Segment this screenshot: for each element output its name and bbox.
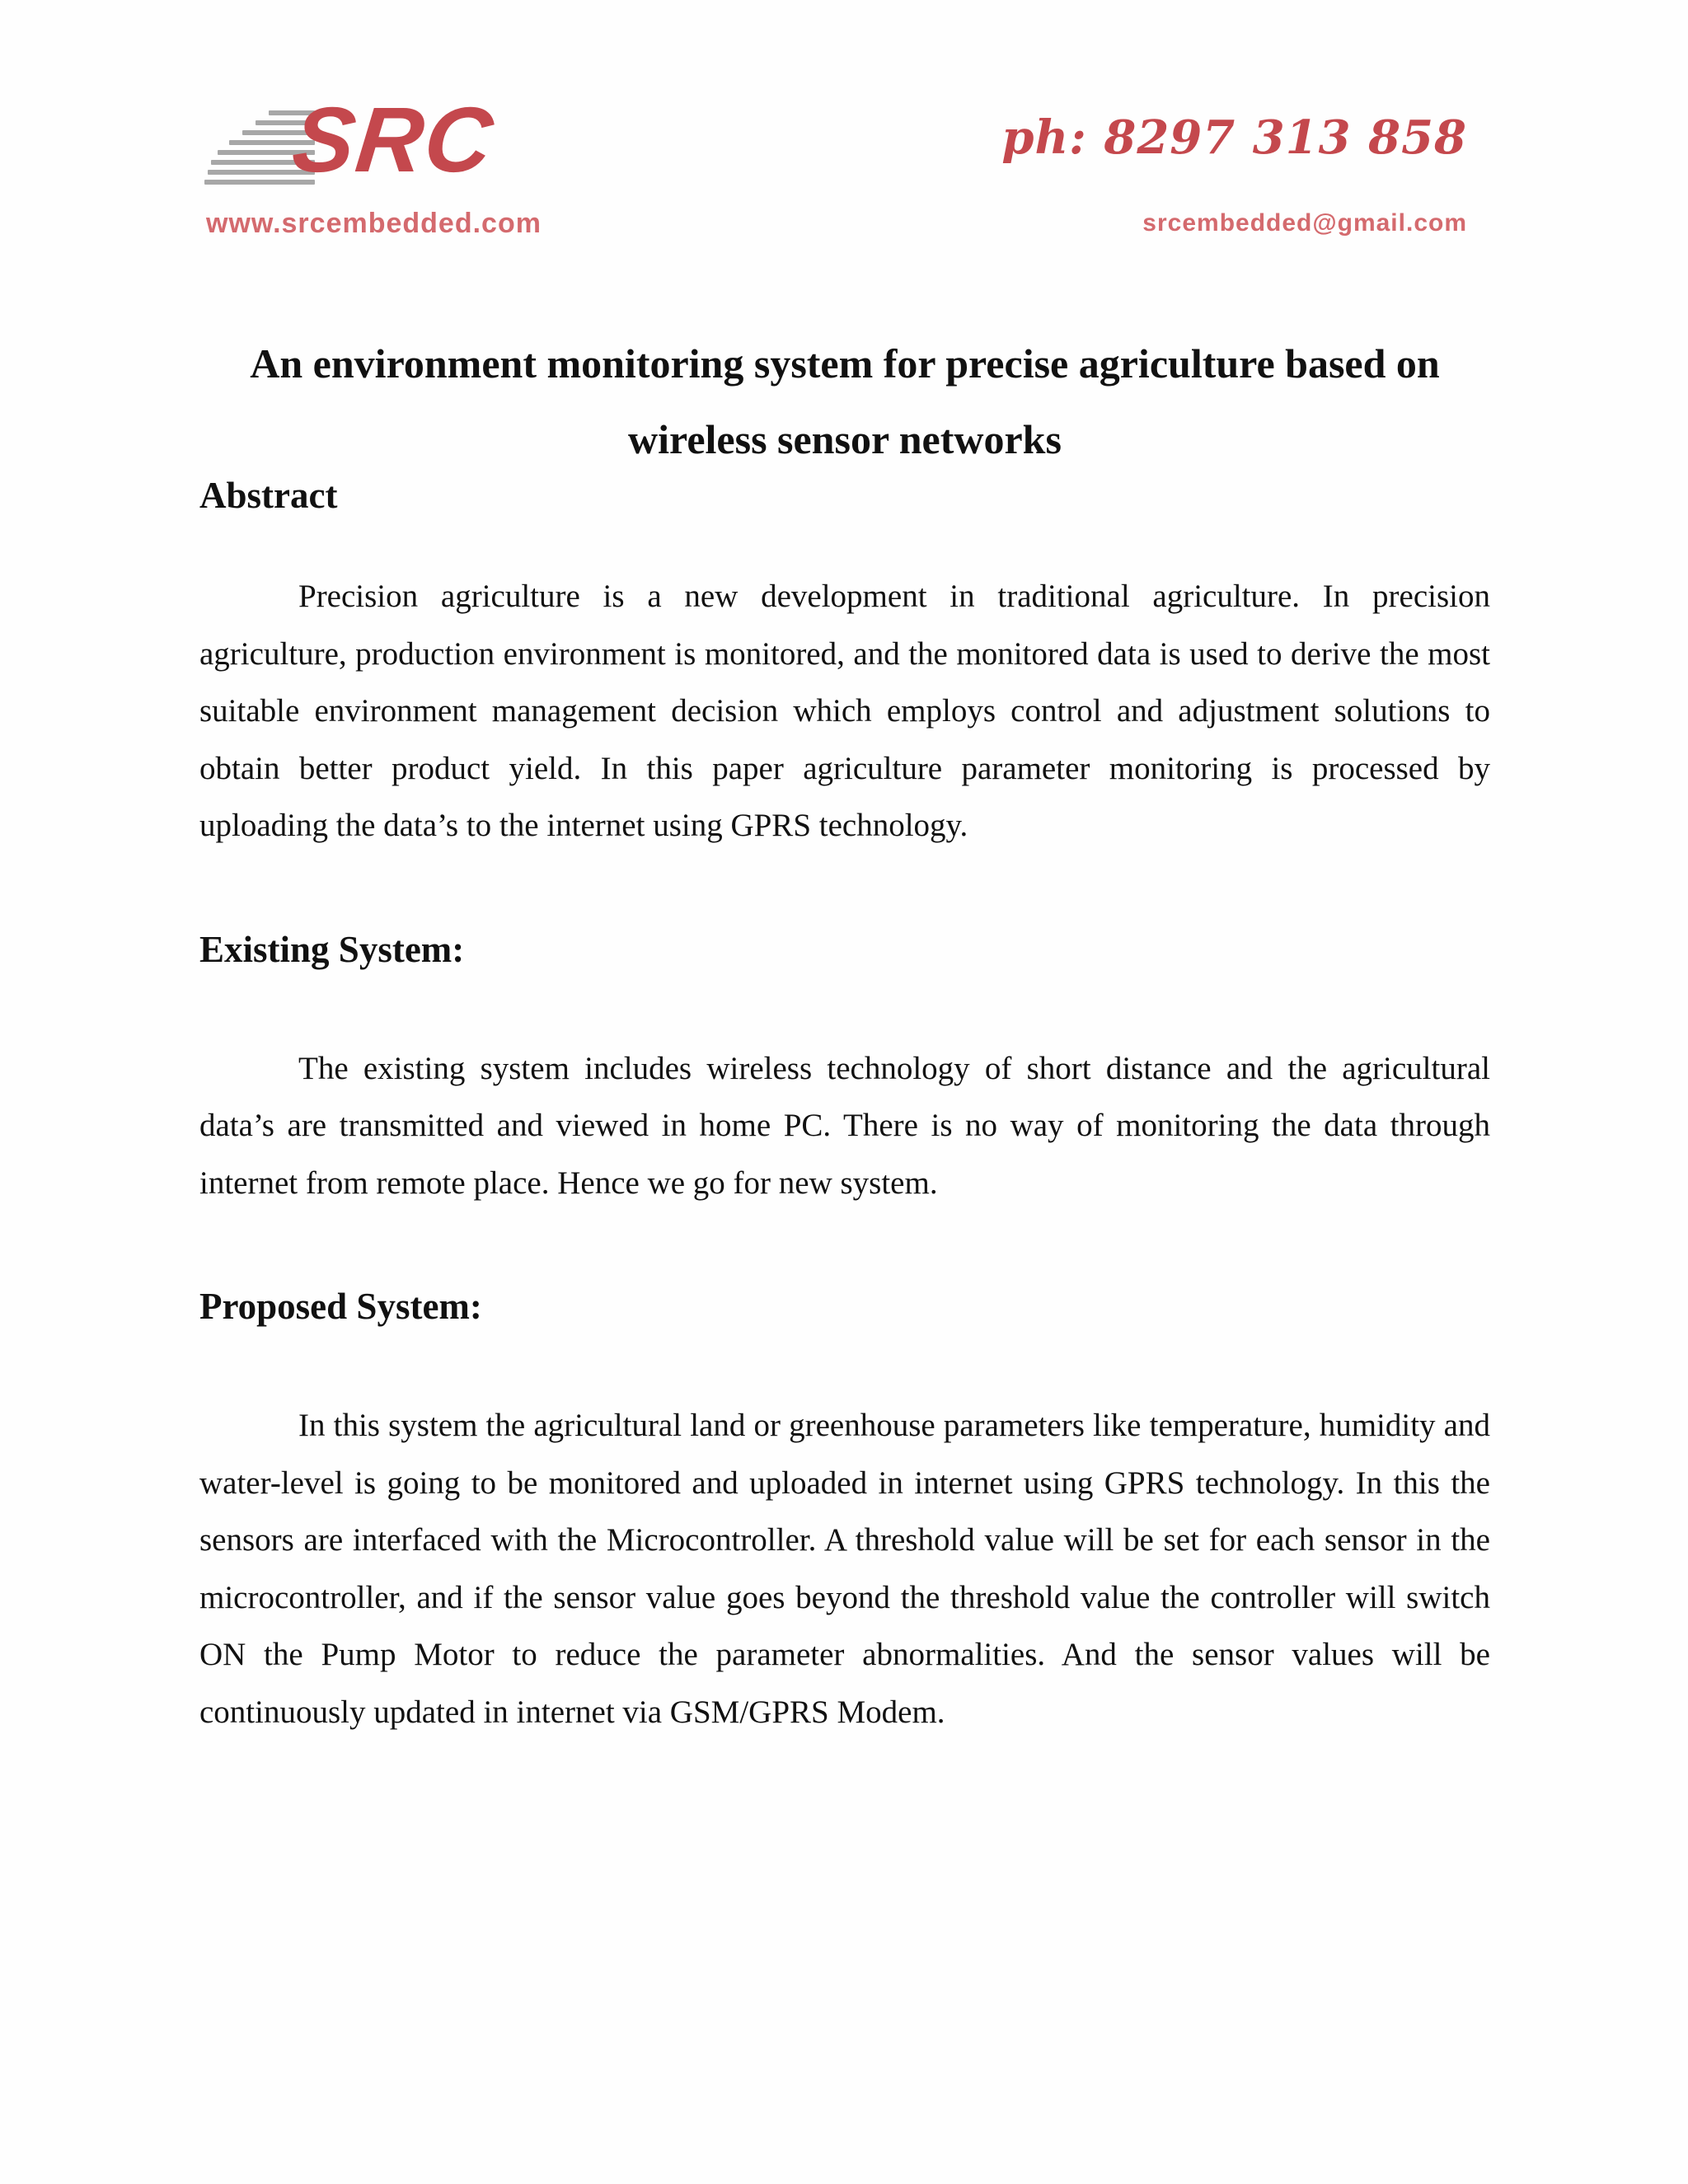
document-title: An environment monitoring system for precise agriculture based on wireless sensor networks <box>250 340 1440 462</box>
abstract-heading: Abstract <box>199 475 338 516</box>
phone-number: ph: 8297 313 858 <box>1001 110 1467 165</box>
abstract-paragraph: Precision agriculture is a new development in traditional agriculture. In precision agriculture, production environment is monitored, and the monitored data is used to derive the most suitable environment management decision which employs control and adjustment solutions to obtain better product yield. In this paper agriculture parameter monitoring is processed by uploading the data’s to the internet using GPRS technology. <box>199 579 1490 843</box>
website-link[interactable]: www.srcembedded.com <box>206 208 542 239</box>
existing-system-paragraph: The existing system includes wireless technology of short distance and the agricultural data’s are transmitted and viewed in home PC. There is no way of monitoring the data through internet from remote place. Hence we go for new system. <box>199 1050 1490 1201</box>
logo-wordmark: SRC <box>288 88 499 191</box>
letterhead <box>198 88 1484 255</box>
existing-system-heading: Existing System: <box>199 928 465 970</box>
src-logo <box>204 88 499 191</box>
proposed-system-paragraph: In this system the agricultural land or greenhouse parameters like temperature, humidity and water-level is going to be monitored and uploaded in internet using GPRS technology. In this the sensors are interfaced with the Microcontroller. A threshold value will be set for each sensor in the microcontroller, and if the sensor value goes beyond the threshold value the controller will switch ON the Pump Motor to reduce the parameter abnormalities. And the sensor values will be continuously updated in internet via GSM/GPRS Modem. <box>199 1408 1490 1730</box>
document-body <box>199 326 1490 1741</box>
email-link[interactable]: srcembedded@gmail.com <box>1142 209 1467 237</box>
proposed-system-heading: Proposed System: <box>199 1286 482 1327</box>
